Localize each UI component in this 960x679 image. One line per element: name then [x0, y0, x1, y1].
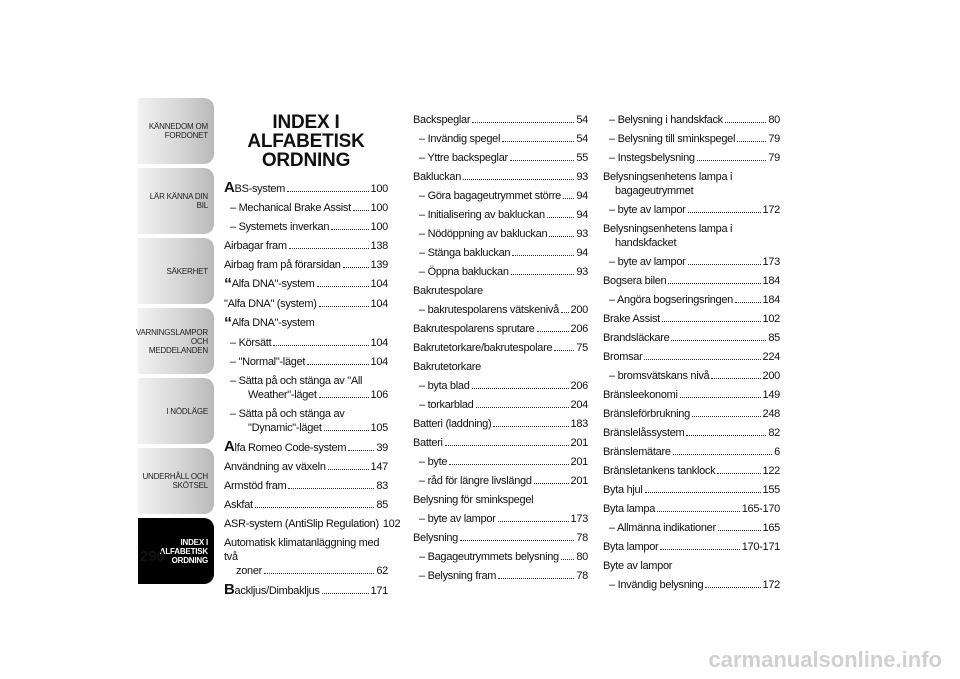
dot-leader	[680, 397, 761, 398]
entry-text: Bakluckan	[413, 171, 462, 183]
dot-leader	[697, 160, 767, 161]
index-entry	[224, 583, 388, 598]
dot-leader	[255, 507, 375, 508]
index-heading	[413, 493, 588, 507]
page-ref: 172	[762, 579, 780, 591]
initial-letter: A	[224, 179, 235, 196]
entry-text: – Bagageutrymmets belysning	[419, 551, 559, 563]
dot-leader	[534, 483, 569, 484]
page-ref: 78	[576, 532, 588, 544]
index-entry	[413, 550, 588, 564]
entry-text: Byta lampor	[603, 541, 659, 553]
entry-text: Batteri (laddning)	[413, 418, 492, 430]
entry-text: Alfa DNA"-system	[231, 317, 315, 329]
page-ref: 6	[774, 446, 780, 458]
dot-leader	[563, 198, 574, 199]
entry-text: Backljus/Dimbakljus	[224, 581, 320, 598]
entry-text: Armstöd fram	[224, 480, 287, 492]
page-ref: 85	[768, 332, 780, 344]
dot-leader	[673, 454, 773, 455]
dot-leader	[498, 521, 569, 522]
entry-text: – Invändig spegel	[419, 133, 501, 145]
dot-leader	[547, 217, 575, 218]
dot-leader	[657, 511, 740, 512]
index-entry	[413, 341, 588, 355]
entry-text: – byte av lampor	[419, 513, 496, 525]
entry-text: Bränslemätare	[603, 446, 671, 458]
dot-leader	[660, 549, 739, 550]
index-title: INDEX I ALFABETISK ORDNING	[247, 112, 365, 171]
dot-leader	[353, 210, 369, 211]
dot-leader	[498, 578, 574, 579]
index-entry	[603, 426, 780, 440]
entry-text: – bakrutespolarens vätskenivå	[419, 304, 559, 316]
entry-text: Airbag fram på förarsidan	[224, 259, 341, 271]
chapter-tab[interactable]: KÄNNEDOM OM FORDONET	[138, 98, 214, 164]
entry-text: – byte	[419, 456, 448, 468]
page-ref: 200	[762, 370, 780, 382]
dot-leader	[502, 141, 574, 142]
entry-text: Bränsleekonomi	[603, 389, 678, 401]
page-ref: 104	[370, 298, 388, 310]
index-entry	[603, 445, 780, 459]
page-ref: 184	[762, 275, 780, 287]
index-entry	[224, 181, 388, 196]
quote-mark: “	[224, 276, 232, 293]
quote-mark: “	[224, 315, 232, 332]
page-ref: 83	[376, 480, 388, 492]
page-ref: 170-171	[741, 541, 780, 553]
page-ref: 147	[370, 461, 388, 473]
index-entry	[413, 303, 588, 317]
entry-text: Bakrutetorkare/bakrutespolare	[413, 342, 553, 354]
index-entry	[603, 407, 780, 421]
page-ref: 206	[570, 323, 588, 335]
dot-leader	[331, 229, 368, 230]
entry-text: Belysning för sminkspegel	[413, 494, 534, 506]
dot-leader	[472, 388, 569, 389]
dot-leader	[688, 212, 761, 213]
entry-text: Airbagar fram	[224, 240, 287, 252]
index-entry	[413, 474, 588, 488]
page-ref: 183	[570, 418, 588, 430]
index-entry	[413, 569, 588, 583]
dot-leader	[561, 312, 569, 313]
index-entry	[224, 460, 388, 474]
page-ref: 54	[576, 114, 588, 126]
entry-text: Bakrutespolarens sprutare	[413, 323, 535, 335]
entry-text: Batteri	[413, 437, 443, 449]
page-ref: 80	[768, 114, 780, 126]
entry-text: Användning av växeln	[224, 461, 326, 473]
dot-leader	[561, 559, 574, 560]
page-ref: 100	[370, 202, 388, 214]
page-ref: 93	[576, 171, 588, 183]
index-entry	[413, 531, 588, 545]
page-ref: 201	[570, 437, 588, 449]
dot-leader	[645, 492, 761, 493]
dot-leader	[510, 160, 574, 161]
index-entry	[224, 517, 401, 531]
dot-leader	[463, 179, 574, 180]
entry-text: – Stänga bakluckan	[419, 247, 511, 259]
page-ref: 80	[576, 551, 588, 563]
entry-text: – "Normal"-läget	[230, 356, 306, 368]
page-ref: 155	[762, 484, 780, 496]
entry-text: Byta lampa	[603, 503, 656, 515]
dot-leader	[512, 255, 574, 256]
page-ref: 62	[376, 565, 388, 577]
entry-text: Bogsera bilen	[603, 275, 667, 287]
index-entry	[413, 398, 588, 412]
entry-text: Belysningsenhetens lampa i	[603, 171, 733, 183]
page-ref: 55	[576, 152, 588, 164]
entry-text: – Belysning i handskfack	[609, 114, 723, 126]
index-entry	[224, 355, 388, 369]
entry-text: handskfacket	[615, 237, 677, 249]
dot-leader	[718, 530, 761, 531]
entry-text: – Körsätt	[230, 337, 272, 349]
entry-text: Belysning	[413, 532, 458, 544]
page-number: 290	[140, 548, 166, 565]
dot-leader	[319, 306, 369, 307]
dot-leader	[688, 264, 761, 265]
entry-text: Bakrutespolare	[413, 285, 483, 297]
index-entry	[603, 312, 780, 326]
index-entry	[603, 255, 780, 269]
page-ref: 184	[762, 294, 780, 306]
dot-leader	[348, 450, 374, 451]
index-entry	[413, 436, 588, 450]
entry-text: – Nödöppning av bakluckan	[419, 228, 548, 240]
dot-leader	[705, 587, 760, 588]
watermark-logo: carmanualsonline.info	[708, 647, 942, 672]
page-ref: 139	[370, 259, 388, 271]
dot-leader	[692, 416, 761, 417]
page-ref: 122	[762, 465, 780, 477]
index-entry	[224, 498, 388, 512]
dot-leader	[289, 248, 369, 249]
dot-leader	[324, 430, 369, 431]
dot-leader	[307, 364, 368, 365]
index-entry	[413, 189, 588, 203]
index-entry	[413, 208, 588, 222]
dot-leader	[511, 274, 575, 275]
dot-leader	[671, 340, 766, 341]
page-ref: 165-170	[741, 503, 780, 515]
entry-text: Brandsläckare	[603, 332, 670, 344]
page-ref: 94	[576, 247, 588, 259]
entry-text: – Yttre backspeglar	[419, 152, 508, 164]
index-entry	[603, 578, 780, 592]
entry-text: – Göra bagageutrymmet större	[419, 190, 562, 202]
index-heading	[603, 559, 780, 573]
page-ref: 54	[576, 133, 588, 145]
chapter-tab[interactable]: VARNINGSLAMPOR OCH MEDDELANDEN	[138, 308, 214, 374]
entry-text: Byte av lampor	[603, 560, 673, 572]
dot-leader	[537, 331, 569, 332]
dot-leader	[686, 435, 766, 436]
entry-text: ASR-system (AntiSlip Regulation)	[224, 518, 379, 530]
page-ref: 100	[370, 221, 388, 233]
page-ref: 85	[376, 499, 388, 511]
dot-leader	[449, 464, 568, 465]
index-entry	[413, 170, 588, 184]
dot-leader	[717, 473, 760, 474]
page-ref: 200	[570, 304, 588, 316]
index-entry	[224, 201, 388, 215]
dot-leader	[273, 345, 368, 346]
chapter-tab[interactable]: UNDERHÅLL OCH SKÖTSEL	[138, 448, 214, 514]
page-ref: 39	[376, 442, 388, 454]
dot-leader	[711, 378, 760, 379]
page-ref: 173	[762, 256, 780, 268]
page-ref: 100	[370, 183, 388, 195]
index-entry	[413, 132, 588, 146]
index-column-1	[224, 112, 401, 603]
index-entry	[224, 258, 388, 272]
index-heading	[413, 360, 588, 374]
dot-leader	[264, 573, 374, 574]
dot-leader	[328, 469, 369, 470]
entry-text: bagageutrymmet	[615, 185, 694, 197]
page-ref: 224	[762, 351, 780, 363]
entry-text: Weather"-läget	[248, 389, 317, 401]
entry-text: Automatisk klimatanläggning med två	[224, 537, 380, 563]
index-entry	[224, 440, 388, 455]
index-entry	[603, 113, 780, 127]
index-entry	[603, 274, 780, 288]
entry-text: – Systemets inverkan	[230, 221, 330, 233]
dot-leader	[460, 540, 574, 541]
entry-text: – Belysning fram	[419, 570, 497, 582]
entry-text: – Invändig belysning	[609, 579, 704, 591]
index-heading	[413, 284, 588, 298]
entry-text: – Initialisering av bakluckan	[419, 209, 545, 221]
index-column-2	[413, 113, 588, 588]
index-entry	[413, 379, 588, 393]
entry-text: – Sätta på och stänga av	[230, 408, 345, 420]
page-ref: 106	[370, 389, 388, 401]
index-entry	[603, 483, 780, 497]
index-entry	[413, 417, 588, 431]
dot-leader	[472, 122, 574, 123]
dot-leader	[662, 321, 761, 322]
page-ref: 93	[576, 228, 588, 240]
entry-text: – Sätta på och stänga av "All	[230, 375, 363, 387]
entry-text: Backspeglar	[413, 114, 471, 126]
page-ref: 75	[576, 342, 588, 354]
index-heading	[224, 316, 388, 331]
page-ref: 93	[576, 266, 588, 278]
entry-text: "Dynamic"-läget	[248, 422, 322, 434]
index-entry	[224, 297, 388, 311]
entry-text: Askfat	[224, 499, 253, 511]
page-ref: 201	[570, 456, 588, 468]
entry-text: Brake Assist	[603, 313, 660, 325]
entry-text: – Instegsbelysning	[609, 152, 695, 164]
entry-text: "Alfa DNA" (system)	[224, 298, 317, 310]
page-ref: 94	[576, 190, 588, 202]
page-ref: 79	[768, 152, 780, 164]
page-ref: 165	[762, 522, 780, 534]
page-ref: 248	[762, 408, 780, 420]
page-ref: 206	[570, 380, 588, 392]
chapter-tab[interactable]: LÄR KÄNNA DIN BIL	[138, 168, 214, 234]
page-ref: 78	[576, 570, 588, 582]
entry-text: – Angöra bogseringsringen	[609, 294, 733, 306]
entry-text: – råd för längre livslängd	[419, 475, 532, 487]
entry-text: – Mechanical Brake Assist	[230, 202, 351, 214]
index-entry	[224, 374, 388, 402]
index-entry	[603, 293, 780, 307]
index-entry	[413, 322, 588, 336]
index-entry	[224, 407, 388, 435]
dot-leader	[737, 141, 766, 142]
index-entry	[224, 536, 388, 578]
index-entry	[603, 132, 780, 146]
index-entry	[224, 220, 388, 234]
dot-leader	[554, 350, 574, 351]
index-entry	[603, 540, 780, 554]
index-entry	[603, 369, 780, 383]
page-ref: 102	[762, 313, 780, 325]
page-ref: 79	[768, 133, 780, 145]
index-entry	[413, 113, 588, 127]
entry-text: Belysningsenhetens lampa i	[603, 223, 733, 235]
dot-leader	[317, 286, 369, 287]
entry-text: – Allmänna indikationer	[609, 522, 716, 534]
dot-leader	[549, 236, 574, 237]
page-ref: 82	[768, 427, 780, 439]
entry-text: Bränsletankens tanklock	[603, 465, 716, 477]
initial-letter: B	[224, 581, 235, 598]
index-entry	[224, 239, 388, 253]
dot-leader	[735, 302, 761, 303]
dot-leader	[322, 593, 369, 594]
index-entry	[603, 203, 780, 217]
index-entry	[603, 151, 780, 165]
entry-text: Bränslelåssystem	[603, 427, 685, 439]
index-entry	[413, 227, 588, 241]
page-ref: 94	[576, 209, 588, 221]
entry-text: – Belysning till sminkspegel	[609, 133, 736, 145]
index-entry	[413, 455, 588, 469]
dot-leader	[493, 426, 568, 427]
index-entry	[603, 388, 780, 402]
entry-text: – Öppna bakluckan	[419, 266, 509, 278]
entry-text: ABS-system	[224, 179, 286, 196]
index-entry	[603, 521, 780, 535]
chapter-tab[interactable]: I NÖDLÄGE	[138, 378, 214, 444]
index-column-3	[603, 113, 780, 597]
index-entry	[603, 331, 780, 345]
page-ref: 171	[370, 585, 388, 597]
index-heading	[603, 222, 780, 250]
entry-text: – byte av lampor	[609, 256, 686, 268]
entry-text: – bromsvätskans nivå	[609, 370, 710, 382]
index-entry	[603, 350, 780, 364]
index-entry	[413, 246, 588, 260]
page-ref: 104	[370, 278, 388, 290]
page-ref: 105	[370, 422, 388, 434]
entry-text: Bakrutetorkare	[413, 361, 481, 373]
page-ref: 173	[570, 513, 588, 525]
index-entry	[224, 277, 388, 292]
dot-leader	[668, 283, 760, 284]
page-ref: 138	[370, 240, 388, 252]
index-entry	[413, 512, 588, 526]
page-ref: 172	[762, 204, 780, 216]
entry-text: – byta blad	[419, 380, 470, 392]
page-ref: 149	[762, 389, 780, 401]
entry-text: zoner	[236, 565, 263, 577]
chapter-tab[interactable]: INDEX I ALFABETISK ORDNING	[138, 518, 214, 584]
dot-leader	[725, 122, 766, 123]
dot-leader	[343, 267, 369, 268]
entry-text: Alfa Romeo Code-system	[224, 438, 347, 455]
chapter-tab[interactable]: SÄKERHET	[138, 238, 214, 304]
dot-leader	[476, 407, 569, 408]
page-ref: 104	[370, 337, 388, 349]
dot-leader	[319, 397, 369, 398]
entry-text: – byte av lampor	[609, 204, 686, 216]
dot-leader	[445, 445, 569, 446]
entry-text: Bränsleförbrukning	[603, 408, 690, 420]
entry-text: – torkarblad	[419, 399, 474, 411]
page-ref: 204	[570, 399, 588, 411]
page-ref: 102	[382, 518, 401, 530]
index-heading	[603, 170, 780, 198]
index-entry	[603, 502, 780, 516]
index-entry	[413, 151, 588, 165]
dot-leader	[644, 359, 760, 360]
index-entry	[224, 336, 388, 350]
entry-text: “Alfa DNA"-system	[224, 276, 315, 293]
index-entry	[224, 479, 388, 493]
dot-leader	[288, 488, 374, 489]
entry-text: Byta hjul	[603, 484, 643, 496]
page-ref: 104	[370, 356, 388, 368]
index-entry	[603, 464, 780, 478]
entry-text: Bromsar	[603, 351, 643, 363]
page-ref: 201	[570, 475, 588, 487]
index-entry	[413, 265, 588, 279]
initial-letter: A	[224, 438, 235, 455]
dot-leader	[287, 191, 369, 192]
